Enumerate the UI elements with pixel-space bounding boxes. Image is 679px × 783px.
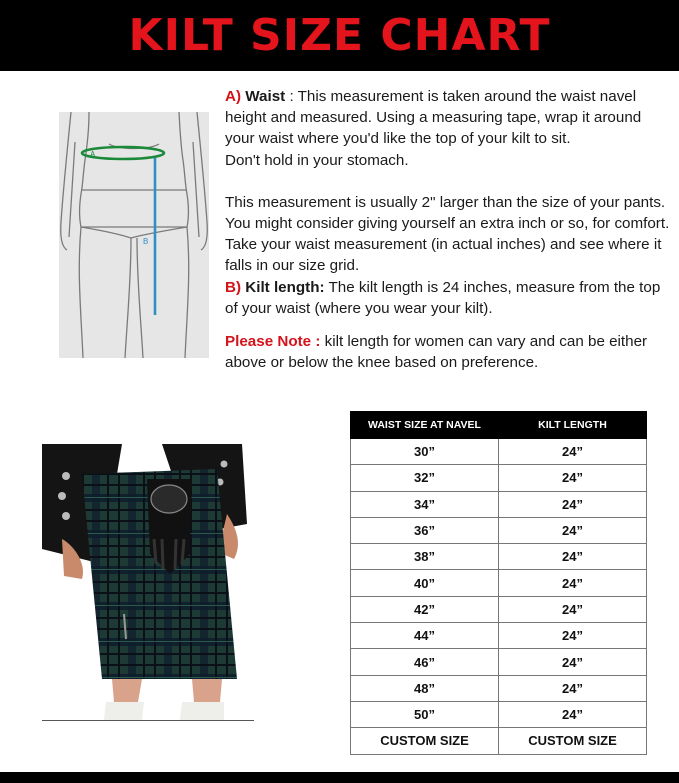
length-cell: 24” xyxy=(499,544,647,570)
table-row xyxy=(351,570,647,596)
waist-cell: 30” xyxy=(351,439,499,465)
table-row xyxy=(351,517,647,543)
waist-cell: 40” xyxy=(351,570,499,596)
kilt-title: Kilt length: xyxy=(245,278,325,296)
table-row xyxy=(351,623,647,649)
length-cell: 24” xyxy=(499,517,647,543)
header-kilt-length: KILT LENGTH xyxy=(499,412,647,439)
length-cell: 24” xyxy=(499,465,647,491)
label-b: B xyxy=(143,237,149,246)
length-cell: 24” xyxy=(499,623,647,649)
waist-cell: CUSTOM SIZE xyxy=(351,728,499,754)
kilt-size-table xyxy=(350,411,647,755)
body-outline-illustration xyxy=(59,112,209,358)
table-row xyxy=(351,465,647,491)
waist-hold-note: Don't hold in your stomach. xyxy=(225,151,409,169)
note-paragraph xyxy=(225,331,670,373)
table-row xyxy=(351,596,647,622)
waist-cell: 46” xyxy=(351,649,499,675)
label-a: A xyxy=(90,150,96,159)
kilt-length-paragraph xyxy=(225,277,670,319)
length-cell: 24” xyxy=(499,701,647,727)
length-cell: 24” xyxy=(499,675,647,701)
waist-description: : This measurement is taken around the waist navel height and measured. Using a measuring tape, wrap it around your waist where you'd like the top of your kilt to sit. xyxy=(225,88,642,148)
waist-cell: 44” xyxy=(351,623,499,649)
page-title: KILT SIZE CHART xyxy=(128,10,551,61)
note-description: kilt length for women can vary and can be either above or below the knee based on preference. xyxy=(225,333,648,372)
waist-cell: 50” xyxy=(351,701,499,727)
length-cell: 24” xyxy=(499,439,647,465)
note-title: Please Note : xyxy=(225,333,321,351)
waist-title: Waist xyxy=(245,88,286,105)
waist-paragraph xyxy=(225,86,670,150)
length-cell: 24” xyxy=(499,596,647,622)
table-row xyxy=(351,649,647,675)
kilt-illustration xyxy=(42,444,252,720)
table-row xyxy=(351,675,647,701)
waist-cell: 42” xyxy=(351,596,499,622)
header-banner xyxy=(0,0,679,71)
length-cell: CUSTOM SIZE xyxy=(499,728,647,754)
body-measurement-diagram xyxy=(59,112,209,358)
table-row xyxy=(351,728,647,754)
photo-baseline xyxy=(42,720,254,721)
table-row xyxy=(351,439,647,465)
kilt-letter: B) xyxy=(225,278,242,296)
table-header-row xyxy=(351,412,647,439)
waist-cell: 34” xyxy=(351,491,499,517)
kilt-product-photo xyxy=(42,444,252,720)
length-cell: 24” xyxy=(499,491,647,517)
waist-letter: A) xyxy=(225,88,242,105)
table-row xyxy=(351,491,647,517)
table-row xyxy=(351,544,647,570)
table-row xyxy=(351,701,647,727)
waist-cell: 48” xyxy=(351,675,499,701)
footer-bar xyxy=(0,772,679,783)
waist-extra-paragraph: This measurement is usually 2" larger than the size of your pants. You might consider giving yourself an extra inch or so, for comfort. Take your waist measurement (in actual inches) and see where it falls in our size grid. xyxy=(225,193,670,275)
measurement-instructions xyxy=(225,86,670,373)
waist-cell: 36” xyxy=(351,517,499,543)
length-cell: 24” xyxy=(499,649,647,675)
kilt-description: The kilt length is 24 inches, measure from the top of your waist (where you wear your kilt). xyxy=(225,278,661,317)
length-cell: 24” xyxy=(499,570,647,596)
header-waist-size: WAIST SIZE AT NAVEL xyxy=(351,412,499,439)
waist-cell: 38” xyxy=(351,544,499,570)
waist-cell: 32” xyxy=(351,465,499,491)
